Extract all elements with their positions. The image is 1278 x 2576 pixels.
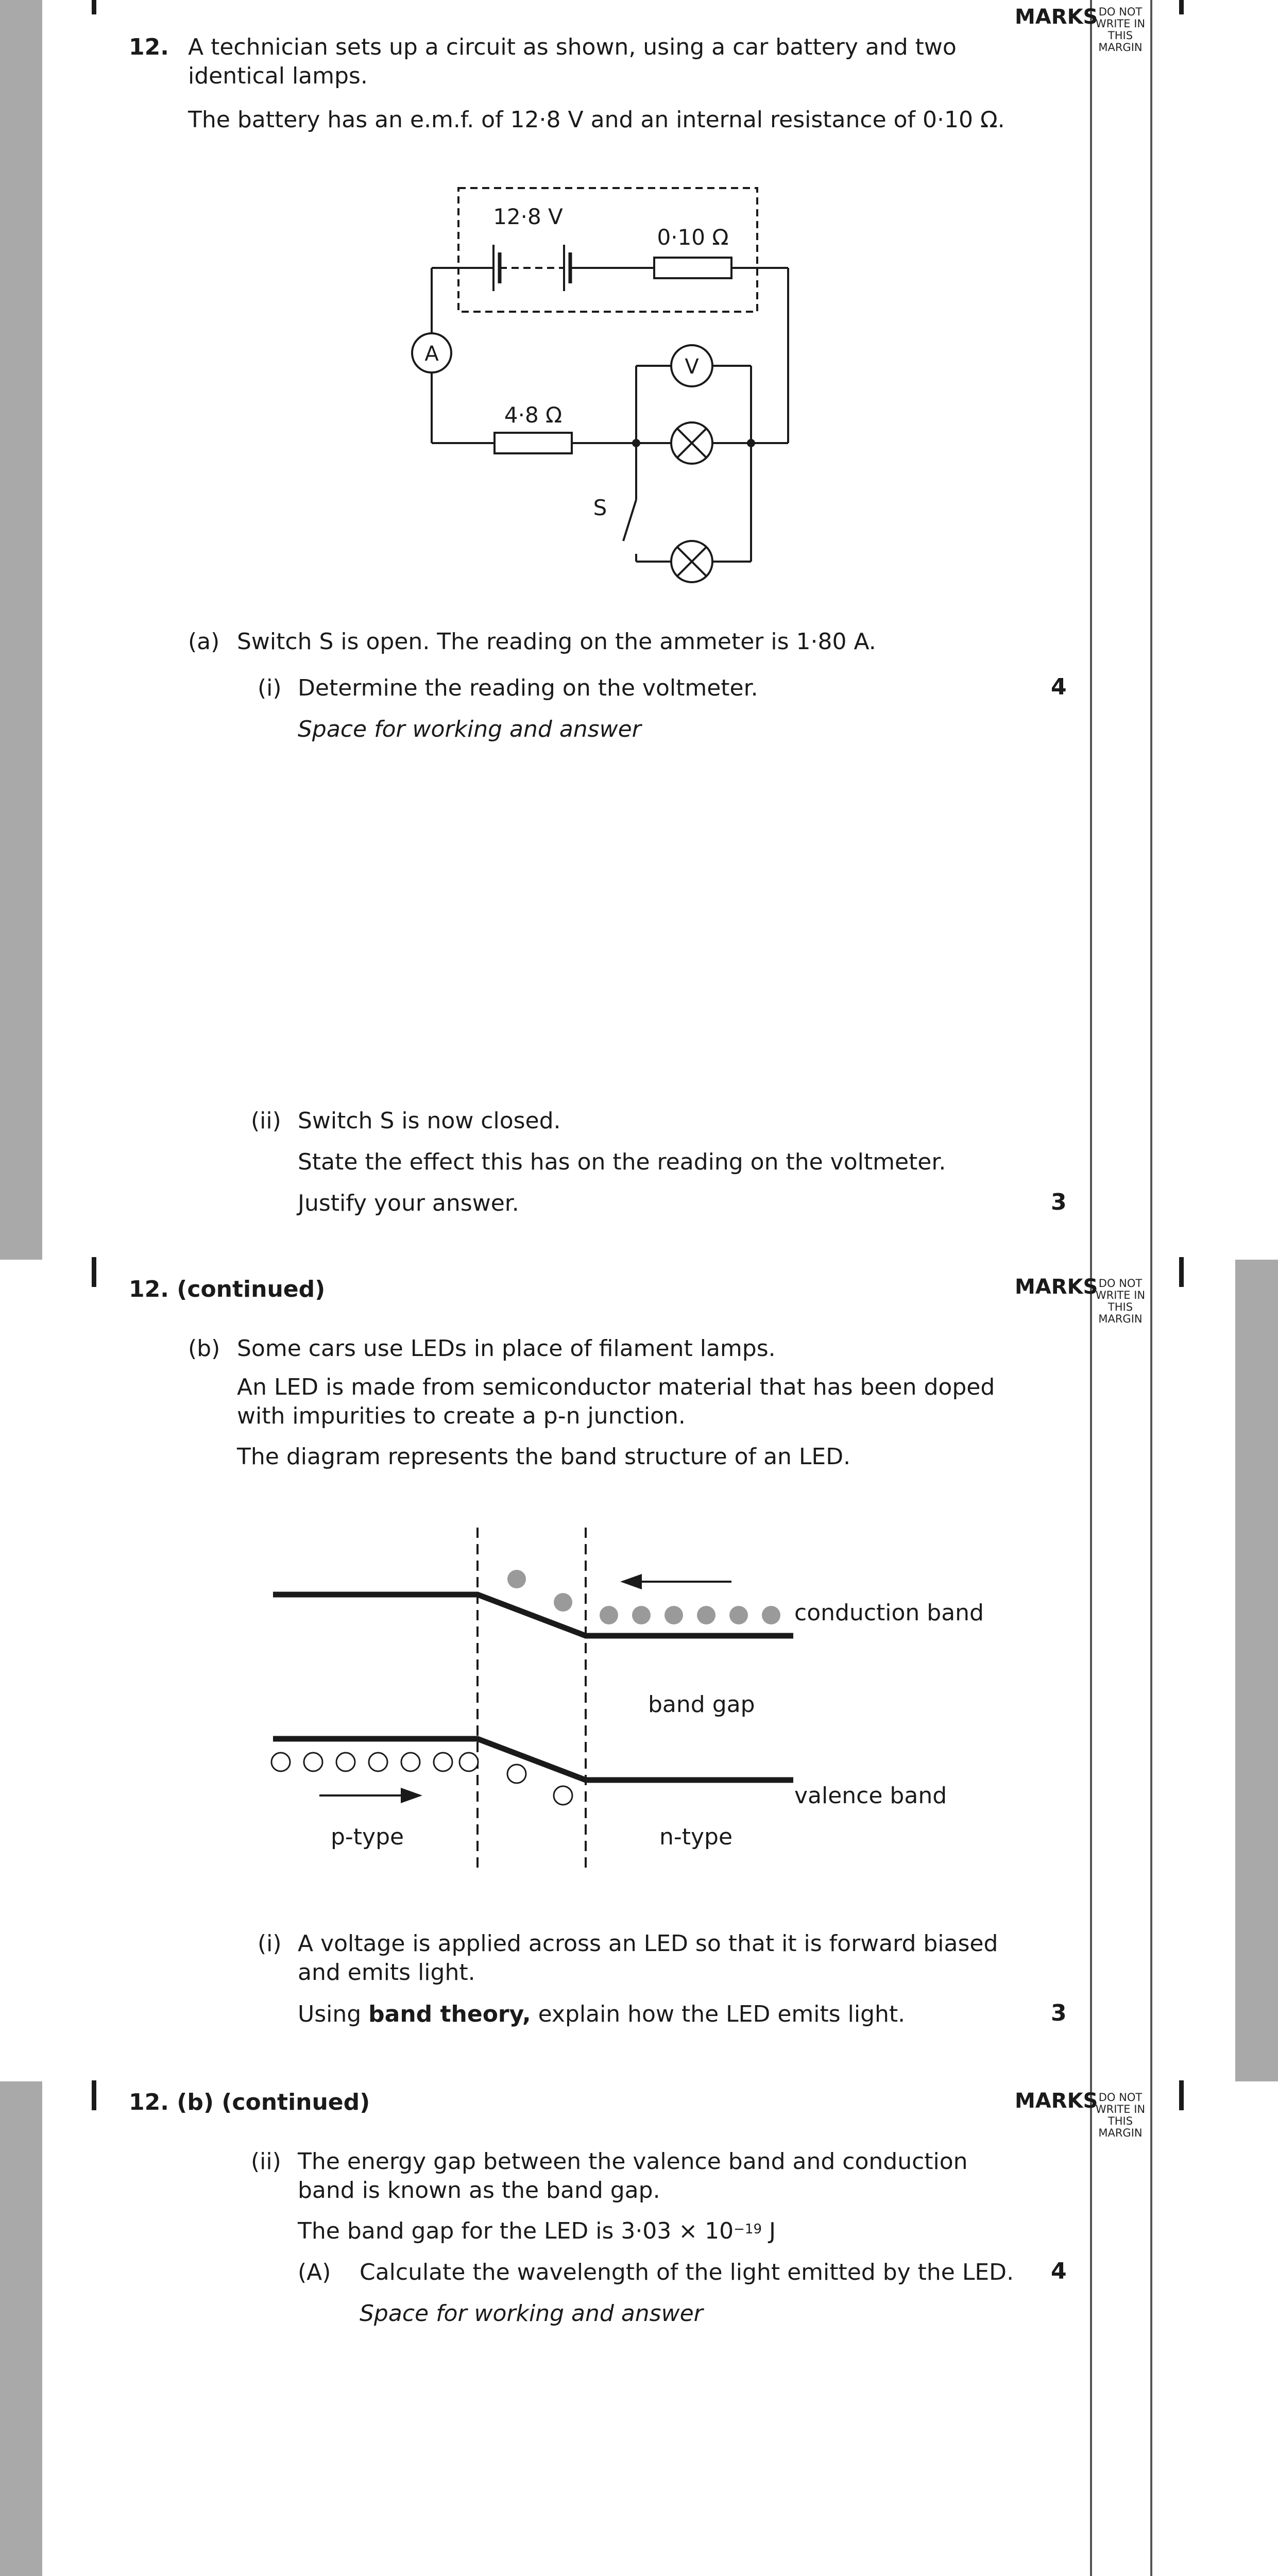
part-a-ii-label: (ii) [251,1108,281,1134]
internal-resistance-label: 0·10 Ω [657,225,729,250]
do-not-write-label: DO NOT WRITE IN THIS MARGIN [1095,2091,1146,2139]
p-type-label: p-type [331,1824,404,1850]
left-gray-bar-top [0,0,42,1260]
marks-value: 4 [1051,2258,1067,2284]
band-gap-value [298,2217,776,2246]
part-a-i-text: Determine the reading on the voltmeter. [298,675,758,701]
part-b-label: (b) [188,1335,220,1362]
instruction-rest: explain how the LED emits light. [538,2001,906,2027]
part-A-text: Calculate the wavelength of the light emitted by the LED. [360,2259,1014,2285]
part-b-line1: Some cars use LEDs in place of filament lamps. [237,1335,776,1362]
instruction-bold: band theory, [368,2001,531,2027]
band-gap-label: band gap [648,1691,755,1718]
marks-header: MARKS [1015,1275,1098,1299]
section-heading: 12. (b) (continued) [129,2089,370,2115]
part-a-label: (a) [188,629,220,655]
band-gap-exponent: −19 [734,2222,762,2237]
marks-value: 3 [1051,2000,1067,2026]
part-b-line2: An LED is made from semiconductor material that has been doped with impurities to create a p-n junction. [237,1374,995,1429]
part-A-label: (A) [298,2259,331,2285]
battery-info: The battery has an e.m.f. of 12·8 V and an internal resistance of 0·10 Ω. [188,107,1005,133]
part-a-ii-line2: State the effect this has on the reading on the voltmeter. [298,1149,946,1175]
marks-value: 4 [1051,674,1067,700]
electron-arrow-head [620,1574,642,1589]
do-not-write-label: DO NOT WRITE IN THIS MARGIN [1095,1277,1146,1325]
marks-header: MARKS [1015,5,1098,29]
conduction-band-label: conduction band [794,1600,984,1626]
band-gap-unit: J [769,2218,776,2244]
part-b-ii-label: (ii) [251,2148,281,2175]
part-b-i-instruction [298,2000,905,2029]
emf-label: 12·8 V [493,204,563,229]
corner-mark [1179,2080,1184,2110]
band-diagram [263,1522,994,1878]
hole-arrow-head [401,1788,422,1803]
part-a-text: Switch S is open. The reading on the ammeter is 1·80 A. [237,629,876,655]
left-gray-bar-bottom [0,2081,42,2576]
part-a-ii-line3: Justify your answer. [298,1190,519,1216]
corner-mark [92,0,96,14]
part-b-line3: The diagram represents the band structure of an LED. [237,1444,851,1470]
corner-mark [1179,1257,1184,1287]
n-type-label: n-type [659,1824,733,1850]
electrons [507,1570,780,1624]
circuit-diagram [397,180,814,592]
working-space-label: Space for working and answer [298,716,641,742]
section-heading: 12. (continued) [129,1276,326,1302]
corner-mark [1179,0,1184,14]
part-a-i-label: (i) [258,675,282,701]
part-b-i-label: (i) [258,1930,282,1957]
corner-mark [92,1257,96,1287]
question-intro: A technician sets up a circuit as shown, using a car battery and two identical lamps. [188,34,957,89]
ammeter-label: A [424,342,439,366]
corner-mark [92,2080,96,2110]
resistor-label: 4·8 Ω [504,402,563,428]
switch-label: S [593,495,607,520]
marks-header: MARKS [1015,2089,1098,2113]
question-number: 12. [129,34,169,60]
part-b-i-text: A voltage is applied across an LED so that it is forward biased and emits light. [298,1930,998,1986]
marks-value: 3 [1051,1189,1067,1215]
instruction-using: Using [298,2001,362,2027]
do-not-write-label: DO NOT WRITE IN THIS MARGIN [1095,6,1146,54]
valence-band-label: valence band [794,1783,947,1809]
band-gap-prefix: The band gap for the LED is 3·03 × 10 [298,2218,734,2244]
part-b-ii-text: The energy gap between the valence band and conduction band is known as the band gap. [298,2148,968,2204]
part-a-ii-line1: Switch S is now closed. [298,1108,561,1134]
voltmeter-label: V [685,355,699,379]
right-gray-bar-middle [1235,1260,1278,2081]
working-space-label: Space for working and answer [360,2300,703,2327]
